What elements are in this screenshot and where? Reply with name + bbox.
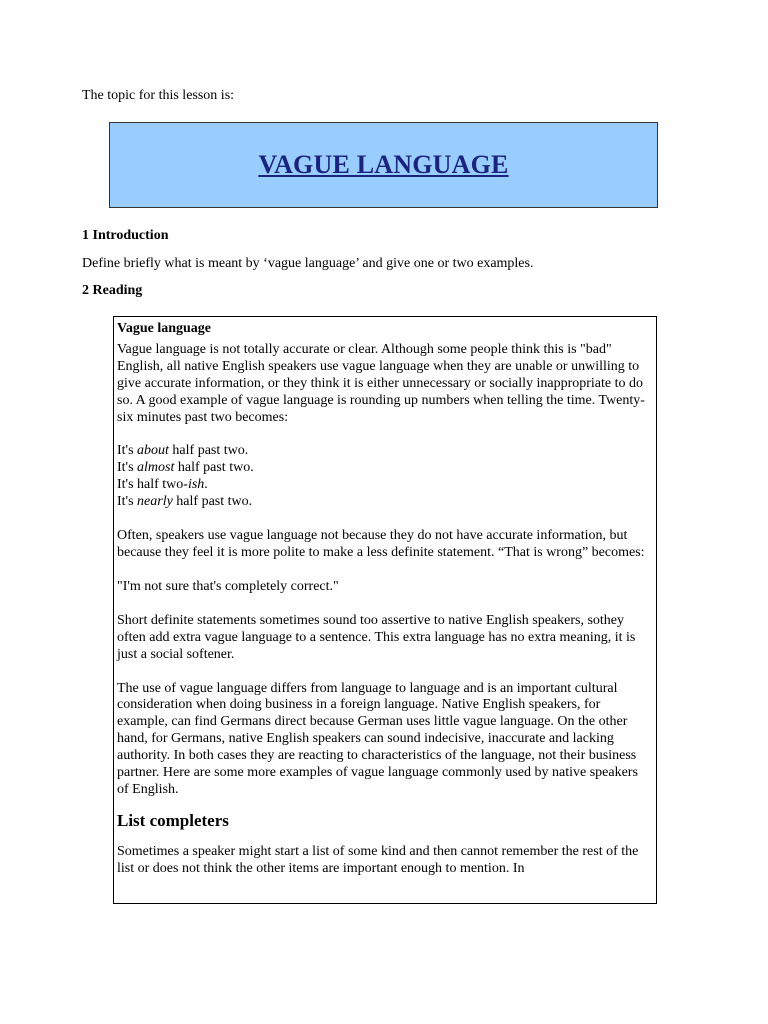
time-example: It's almost half past two. xyxy=(117,460,254,476)
reading-paragraph-5: Sometimes a speaker might start a list of some kind and then cannot remember the rest of the list or does not think the other items are important enough to mention. In xyxy=(117,843,639,876)
lesson-topic-intro: The topic for this lesson is: xyxy=(82,88,235,103)
reading-passage-box xyxy=(113,316,657,904)
section-heading-reading: 2 Reading xyxy=(82,283,143,298)
lesson-title: VAGUE LANGUAGE xyxy=(258,150,509,179)
section-heading-introduction: 1 Introduction xyxy=(82,228,169,243)
reading-title: Vague language xyxy=(117,321,212,336)
time-example: It's nearly half past two. xyxy=(117,494,253,510)
title-banner xyxy=(109,122,658,208)
reading-paragraph-2: Often, speakers use vague language not because they do not have accurate information, but because they feel it is more polite to make a less definite statement. “That is wrong” becomes: xyxy=(117,528,645,560)
introduction-instruction: Define briefly what is meant by ‘vague language’ and give one or two examples. xyxy=(82,256,534,271)
time-examples-list xyxy=(117,443,652,511)
reading-paragraph-3: Short definite statements sometimes sound too assertive to native English speakers, sothey often add extra vague language to a sentence. This extra language has no extra meaning, it is just a social softener. xyxy=(117,612,636,662)
reading-paragraph-4: The use of vague language differs from language to language and is an important cultural consideration when doing business in a foreign language. Native English speakers, for example, can find Germans direct because German uses little vague language. On the other hand, for Germans, native English speakers can sound indecisive, inaccurate and lacking authority. In both cases they are reacting to characteristics of the language, not their business partner. Here are some more examples of vague language commonly used by native speakers of English. xyxy=(117,680,638,797)
reading-quote: "I'm not sure that's completely correct." xyxy=(117,578,339,594)
time-example: It's half two-ish. xyxy=(117,477,208,493)
reading-subheading: List completers xyxy=(117,810,229,830)
reading-paragraph-1: Vague language is not totally accurate or clear. Although some people think this is "bad" English, all native English speakers use vague language when they are unable or unwilling to give accurate information, or they think it is either unnecessary or socially inappropriate to do so. A good example of vague language is rounding up numbers when telling the time. Twenty-six minutes past two becomes: xyxy=(117,341,645,425)
time-example: It's about half past two. xyxy=(117,443,249,459)
